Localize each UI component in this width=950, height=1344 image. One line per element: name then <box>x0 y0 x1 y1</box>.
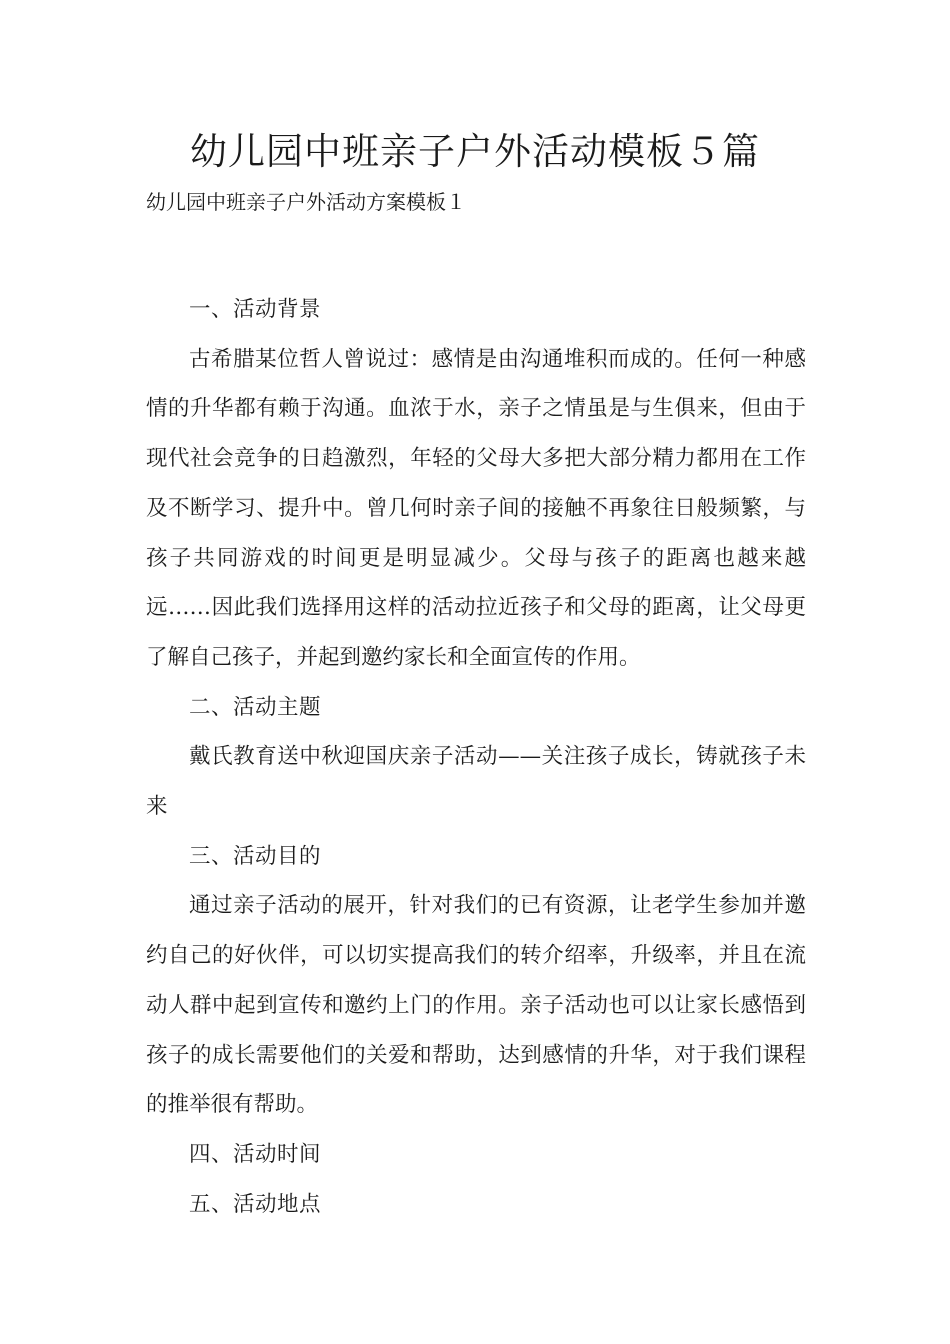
document-title: 幼儿园中班亲子户外活动模板５篇 <box>190 130 760 173</box>
paragraph-purpose: 通过亲子活动的展开，针对我们的已有资源，让老学生参加并邀约自己的好伙伴，可以切实提高我们的转介绍率，升级率，并且在流动人群中起到宣传和邀约上门的作用。亲子活动也可以让家长感悟到孩子的成长需要他们的关爱和帮助，达到感情的升华，对于我们课程的推举很有帮助。 <box>146 893 806 1118</box>
document-subtitle: 幼儿园中班亲子户外活动方案模板１ <box>146 190 466 214</box>
section-heading-background: 一、活动背景 <box>189 297 322 322</box>
section-heading-time: 四、活动时间 <box>189 1141 322 1167</box>
paragraph-theme: 戴氏教育送中秋迎国庆亲子活动——关注孩子成长，铸就孩子未来 <box>146 744 806 820</box>
section-heading-location: 五、活动地点 <box>189 1191 322 1217</box>
document-body <box>146 285 806 1229</box>
paragraph-background: 古希腊某位哲人曾说过：感情是由沟通堆积而成的。任何一种感情的升华都有赖于沟通。血浓于水，亲子之情虽是与生俱来，但由于现代社会竞争的日趋激烈，年轻的父母大多把大部分精力都用在工作及不断学习、提升中。曾几何时亲子间的接触不再象往日般频繁，与孩子共同游戏的时间更是明显减少。父母与孩子的距离也越来越远……因此我们选择用这样的活动拉近孩子和父母的距离，让父母更了解自己孩子，并起到邀约家长和全面宣传的作用。 <box>146 346 806 670</box>
section-heading-theme: 二、活动主题 <box>189 694 322 720</box>
section-heading-purpose: 三、活动目的 <box>189 843 322 869</box>
